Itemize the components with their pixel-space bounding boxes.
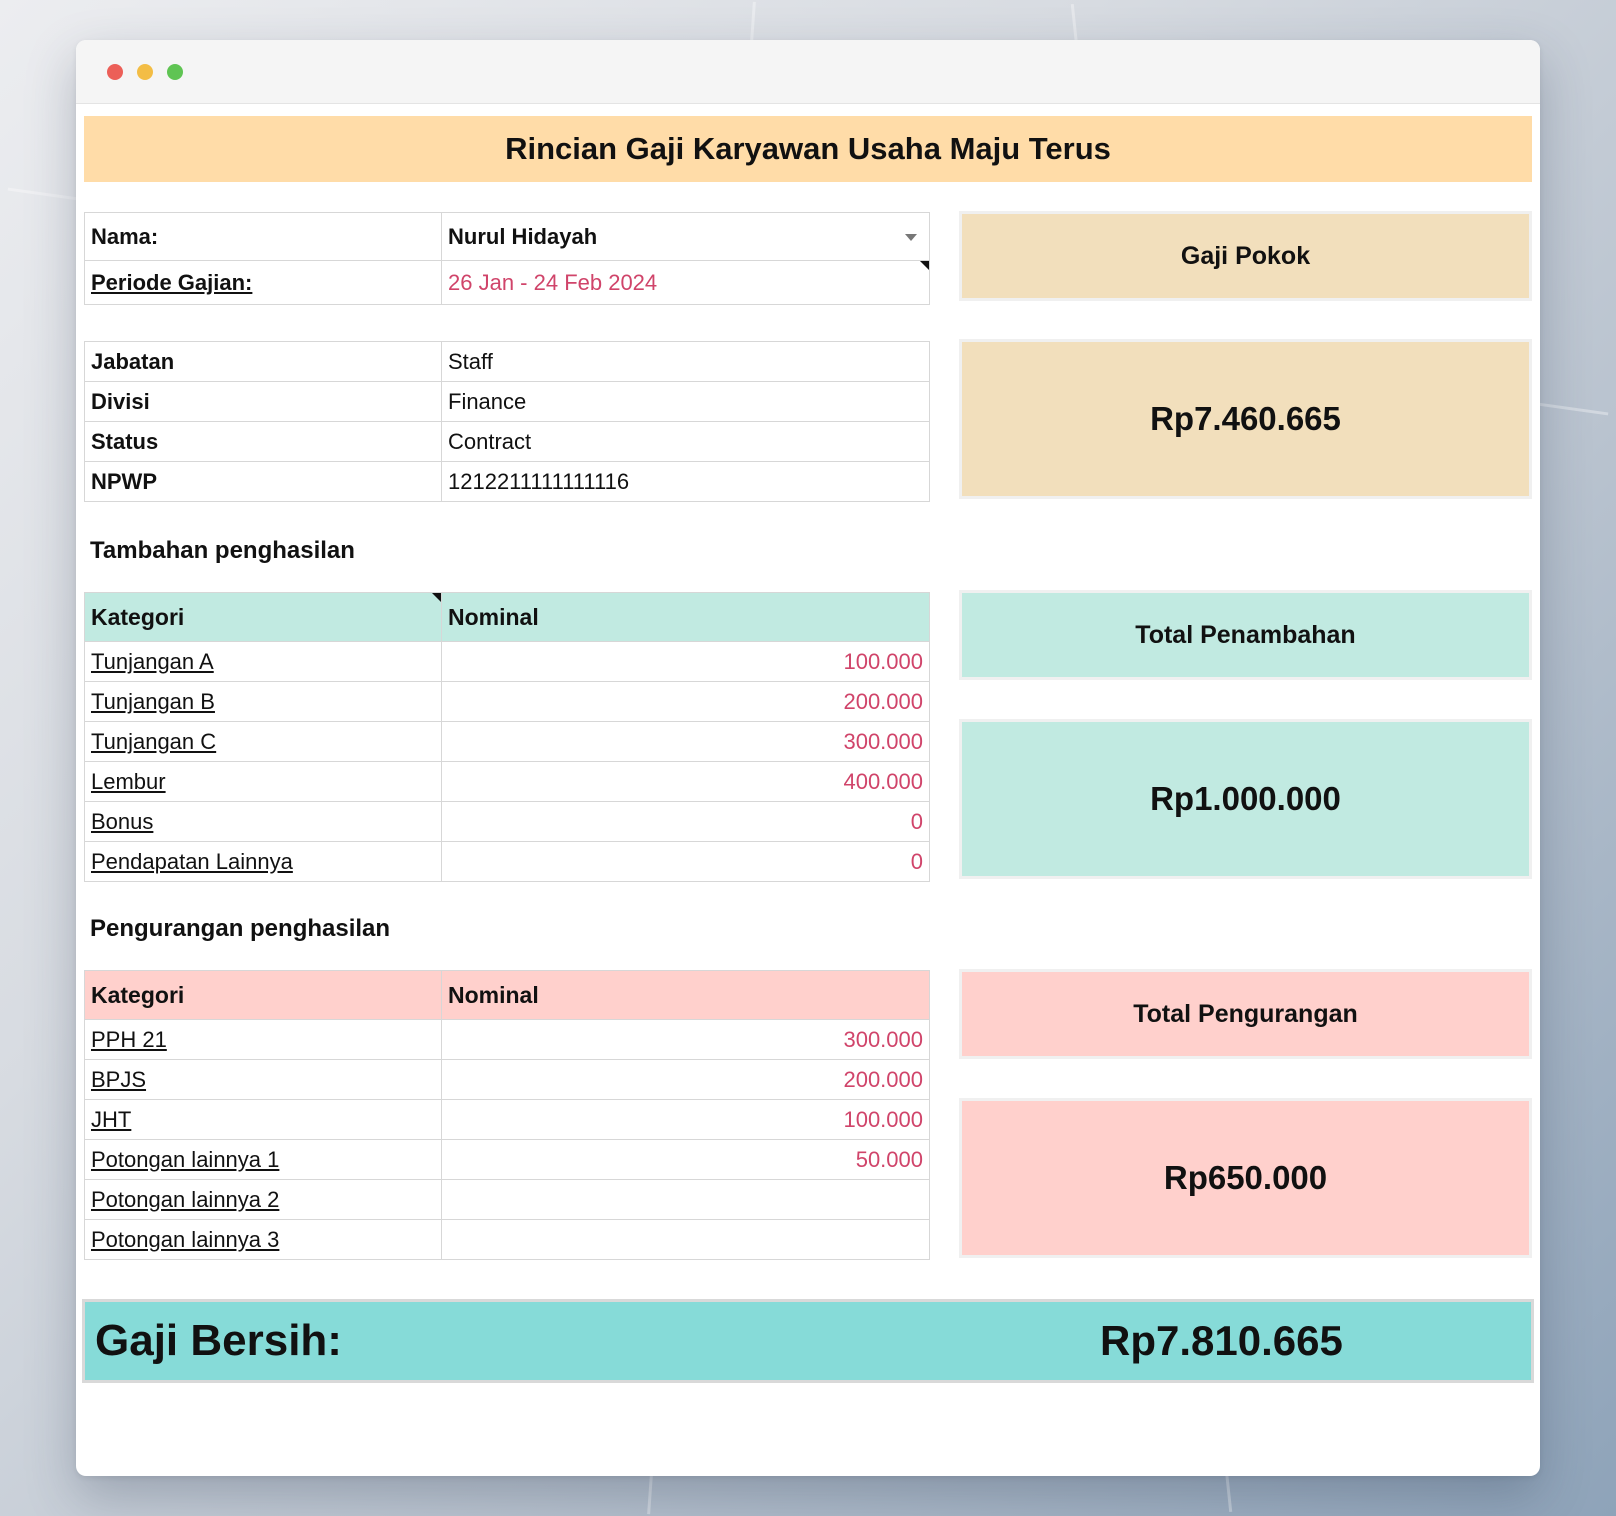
amount-cell[interactable]: 50.000 — [442, 1140, 930, 1180]
info-label: NPWP — [85, 462, 442, 502]
category-cell[interactable]: Potongan lainnya 3 — [85, 1220, 442, 1260]
deductions-header-row — [85, 971, 930, 1020]
category-cell[interactable]: PPH 21 — [85, 1020, 442, 1060]
period-value: 26 Jan - 24 Feb 2024 — [448, 269, 658, 295]
total-additions-label-card: Total Penambahan — [959, 590, 1532, 680]
base-salary-value-card: Rp7.460.665 — [959, 339, 1532, 499]
period-value-cell[interactable] — [442, 261, 930, 305]
category-cell[interactable]: Pendapatan Lainnya — [85, 842, 442, 882]
total-additions-value-card: Rp1.000.000 — [959, 719, 1532, 879]
total-deductions-label-card: Total Pengurangan — [959, 969, 1532, 1059]
category-cell[interactable]: Tunjangan B — [85, 682, 442, 722]
note-indicator-icon — [920, 261, 929, 270]
maximize-window-button[interactable] — [167, 64, 183, 80]
table-row — [85, 682, 930, 722]
amount-cell[interactable]: 300.000 — [442, 722, 930, 762]
name-value: Nurul Hidayah — [448, 223, 598, 249]
category-cell[interactable]: Lembur — [85, 762, 442, 802]
amount-cell[interactable]: 0 — [442, 802, 930, 842]
window-titlebar — [76, 40, 1540, 104]
table-row — [85, 1180, 930, 1220]
column-header-amount: Nominal — [442, 971, 930, 1020]
employee-header-table — [84, 212, 930, 305]
info-label: Divisi — [85, 382, 442, 422]
table-row — [85, 1100, 930, 1140]
total-deductions-value-card: Rp650.000 — [959, 1098, 1532, 1258]
net-salary-bar — [82, 1299, 1534, 1383]
employee-info-table — [84, 341, 930, 502]
category-cell[interactable]: Bonus — [85, 802, 442, 842]
deductions-table — [84, 970, 930, 1260]
amount-cell[interactable]: 300.000 — [442, 1020, 930, 1060]
additions-table — [84, 592, 930, 882]
info-row — [85, 342, 930, 382]
amount-cell[interactable]: 200.000 — [442, 682, 930, 722]
table-row — [85, 1140, 930, 1180]
minimize-window-button[interactable] — [137, 64, 153, 80]
table-row — [85, 802, 930, 842]
base-salary-label-card: Gaji Pokok — [959, 211, 1532, 301]
column-header-amount: Nominal — [442, 593, 930, 642]
spreadsheet-window — [76, 40, 1540, 1476]
table-row — [85, 1060, 930, 1100]
category-cell[interactable]: Potongan lainnya 1 — [85, 1140, 442, 1180]
name-dropdown[interactable] — [442, 213, 930, 261]
amount-cell[interactable] — [442, 1180, 930, 1220]
amount-cell[interactable] — [442, 1220, 930, 1260]
page-title: Rincian Gaji Karyawan Usaha Maju Terus — [84, 116, 1532, 182]
period-label: Periode Gajian: — [85, 261, 442, 305]
category-cell[interactable]: Potongan lainnya 2 — [85, 1180, 442, 1220]
amount-cell[interactable]: 200.000 — [442, 1060, 930, 1100]
info-label: Jabatan — [85, 342, 442, 382]
table-row — [85, 842, 930, 882]
net-salary-label: Gaji Bersih: — [95, 1316, 342, 1365]
amount-cell[interactable]: 400.000 — [442, 762, 930, 802]
deductions-section-title: Pengurangan penghasilan — [90, 915, 391, 942]
column-header-category: Kategori — [85, 593, 442, 642]
additions-header-row — [85, 593, 930, 642]
info-value[interactable]: Contract — [442, 422, 930, 462]
table-row — [85, 642, 930, 682]
net-salary-value: Rp7.810.665 — [1100, 1317, 1343, 1364]
category-cell[interactable]: Tunjangan A — [85, 642, 442, 682]
additions-section-title: Tambahan penghasilan — [90, 537, 355, 564]
table-row — [85, 1020, 930, 1060]
category-cell[interactable]: BPJS — [85, 1060, 442, 1100]
info-row — [85, 422, 930, 462]
note-indicator-icon — [432, 593, 441, 602]
amount-cell[interactable]: 100.000 — [442, 1100, 930, 1140]
column-header-category: Kategori — [85, 971, 442, 1020]
info-value[interactable]: 1212211111111116 — [442, 462, 930, 502]
info-row — [85, 462, 930, 502]
info-label: Status — [85, 422, 442, 462]
info-value[interactable]: Finance — [442, 382, 930, 422]
amount-cell[interactable]: 0 — [442, 842, 930, 882]
table-row — [85, 1220, 930, 1260]
close-window-button[interactable] — [107, 64, 123, 80]
category-cell[interactable]: JHT — [85, 1100, 442, 1140]
name-label: Nama: — [85, 213, 442, 261]
info-value[interactable]: Staff — [442, 342, 930, 382]
amount-cell[interactable]: 100.000 — [442, 642, 930, 682]
category-cell[interactable]: Tunjangan C — [85, 722, 442, 762]
info-row — [85, 382, 930, 422]
chevron-down-icon[interactable] — [905, 234, 917, 241]
table-row — [85, 722, 930, 762]
table-row — [85, 762, 930, 802]
